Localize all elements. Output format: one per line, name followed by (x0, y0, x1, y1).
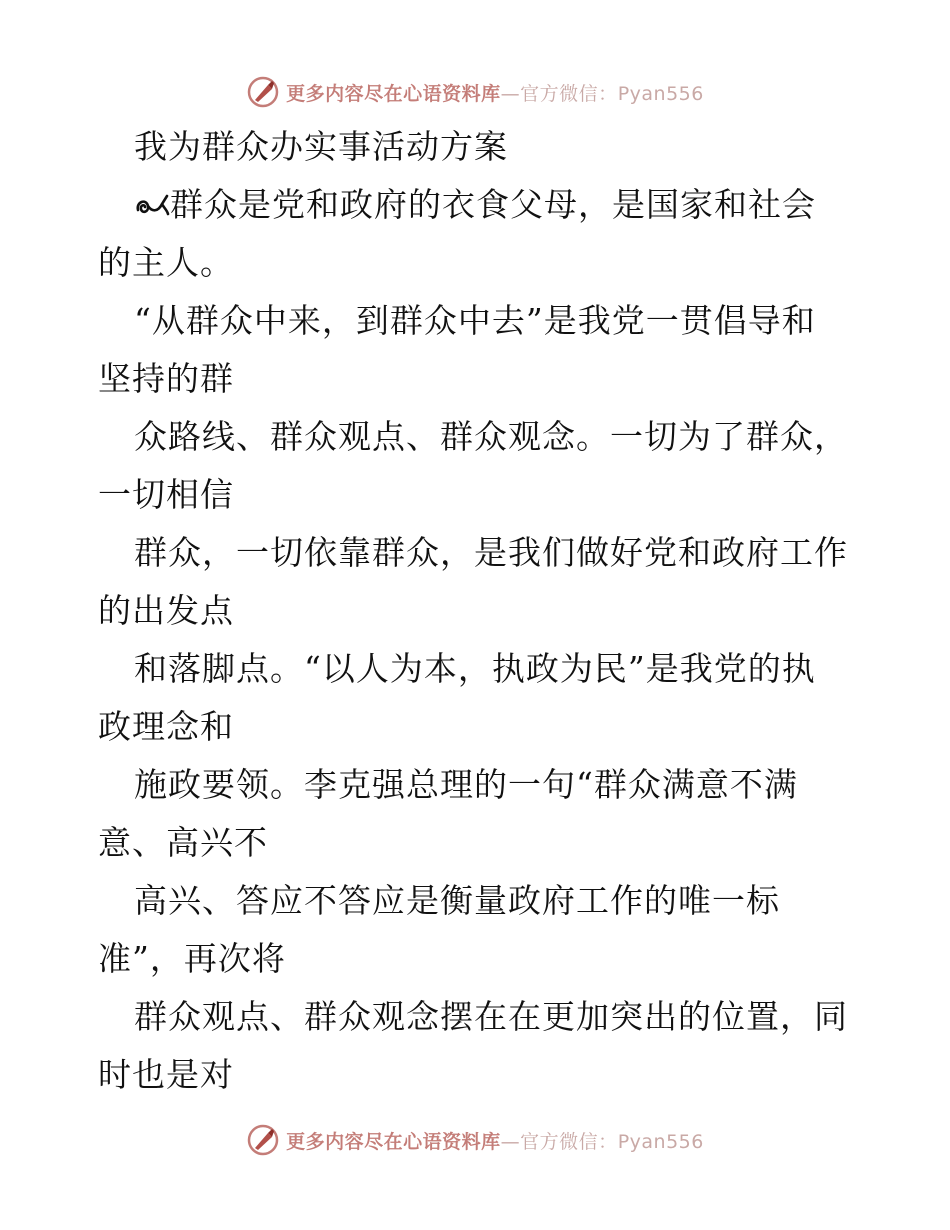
text-line-content: 群众观点、群众观念摆在在更加突出的位置，同 (134, 997, 848, 1036)
text-line-content: 和落脚点。“以人为本，执政为民”是我党的执 (134, 649, 816, 688)
text-line-content: 时也是对 (98, 1055, 234, 1094)
text-line-content: 政理念和 (98, 707, 234, 746)
watermark-separator: — (500, 82, 521, 105)
text-line-content: “从群众中来，到群众中去”是我党一贯倡导和 (134, 301, 816, 340)
text-line-content: 我为群众办实事活动方案 (134, 127, 508, 166)
watermark-header (0, 72, 950, 112)
pen-nib-logo-icon (246, 1123, 280, 1157)
text-line-content: 高兴、答应不答应是衡量政府工作的唯一标 (134, 881, 780, 920)
text-line-content: 的主人。 (98, 243, 234, 282)
document-body (98, 118, 858, 1104)
watermark-suffix: 官方微信： (520, 1130, 618, 1153)
document-title (98, 118, 858, 176)
text-line (98, 582, 858, 640)
text-line (98, 1046, 858, 1104)
watermark-wechat-id: Pyan556 (617, 82, 704, 105)
text-line (98, 640, 858, 698)
ornament-icon (134, 190, 170, 220)
text-line (98, 698, 858, 756)
text-line-content: 群众是党和政府的衣食父母，是国家和社会 (170, 185, 816, 224)
watermark-text (286, 1127, 704, 1154)
text-line-content: 的出发点 (98, 591, 234, 630)
text-line (98, 292, 858, 350)
text-line (98, 408, 858, 466)
text-line (98, 524, 858, 582)
text-line (98, 814, 858, 872)
text-line-content: 意、高兴不 (98, 823, 268, 862)
watermark-brand: 更多内容尽在心语资料库 (286, 82, 501, 105)
text-line-content: 坚持的群 (98, 359, 234, 398)
pen-nib-logo-icon (246, 75, 280, 109)
text-line (98, 234, 858, 292)
text-line (98, 988, 858, 1046)
text-line-content: 一切相信 (98, 475, 234, 514)
watermark-text (286, 79, 704, 106)
text-line-content: 群众，一切依靠群众，是我们做好党和政府工作 (134, 533, 848, 572)
text-line (98, 930, 858, 988)
text-line (98, 350, 858, 408)
watermark-separator: — (500, 1130, 521, 1153)
watermark-footer (0, 1120, 950, 1160)
text-line-content: 众路线、群众观点、群众观念。一切为了群众， (134, 417, 848, 456)
text-line-content: 施政要领。李克强总理的一句“群众满意不满 (134, 765, 798, 804)
watermark-brand: 更多内容尽在心语资料库 (286, 1130, 501, 1153)
text-line-content: 准”，再次将 (98, 939, 286, 978)
watermark-wechat-id: Pyan556 (617, 1130, 704, 1153)
text-line (98, 176, 858, 234)
text-line (98, 872, 858, 930)
text-line (98, 466, 858, 524)
text-line (98, 756, 858, 814)
watermark-suffix: 官方微信： (520, 82, 618, 105)
